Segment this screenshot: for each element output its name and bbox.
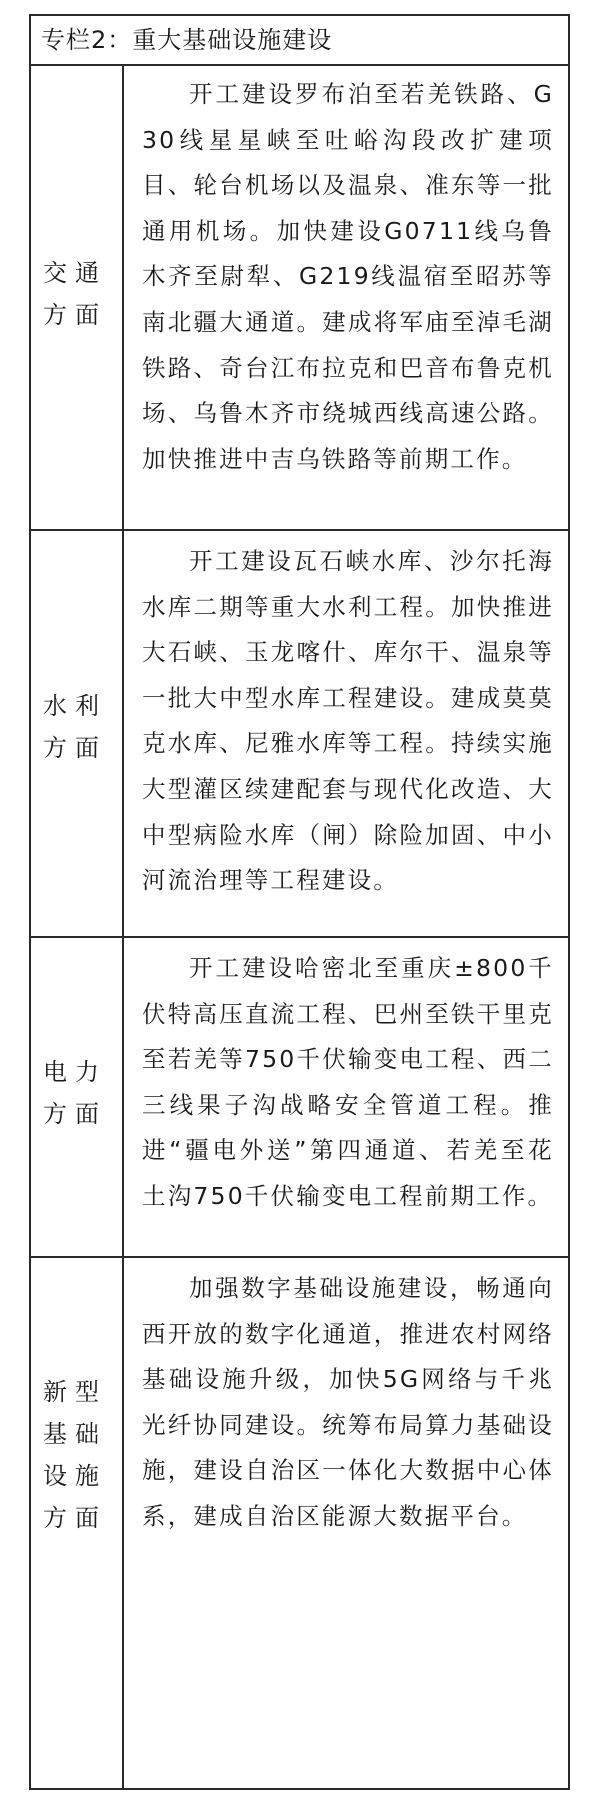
table-row-transport xyxy=(31,64,568,531)
panel-title: 专栏2：重大基础设施建设 xyxy=(41,26,333,54)
row-label-cell xyxy=(31,531,124,936)
row-content-text: 加强数字基础设施建设，畅通向西开放的数字化通道，推进农村网络基础设施升级，加快5G网络与千兆光纤协同建设。统筹布局算力基础设施，建设自治区一体化大数据中心体系，建成自治区能源大数据平台。 xyxy=(142,1274,554,1530)
row-content-text: 开工建设瓦石峡水库、沙尔托海水库二期等重大水利工程。加快推进大石峡、玉龙喀什、库尔干、温泉等一批大中型水库工程建设。建成莫莫克水库、尼雅水库等工程。持续实施大型灌区续建配套与现代化改造、大中型病险水库（闸）除险加固、中小河流治理等工程建设。 xyxy=(142,547,554,895)
row-content-cell xyxy=(124,1258,568,1788)
table-row-water xyxy=(31,531,568,938)
row-content-text: 开工建设哈密北至重庆±800千伏特高压直流工程、巴州至铁干里克至若羌等750千伏输变电工程、西二三线果子沟战略安全管道工程。推进“疆电外送”第四通道、若羌至花土沟750千伏输变电工程前期工作。 xyxy=(142,954,554,1210)
row-label-cell xyxy=(31,938,124,1256)
infrastructure-panel xyxy=(29,14,570,1790)
row-label: 新型基础设施方面 xyxy=(43,1378,107,1532)
row-label-cell xyxy=(31,1258,124,1788)
row-label-cell xyxy=(31,64,124,529)
table-row-new-infrastructure xyxy=(31,1258,568,1788)
row-label: 电力方面 xyxy=(43,1058,107,1128)
row-content-text: 开工建设罗布泊至若羌铁路、G30线星星峡至吐峪沟段改扩建项目、轮台机场以及温泉、准东等一批通用机场。加快建设G0711线乌鲁木齐至尉犁、G219线温宿至昭苏等南北疆大通道。建成将军庙至淖毛湖铁路、奇台江布拉克和巴音布鲁克机场、乌鲁木齐市绕城西线高速公路。加快推进中吉乌铁路等前期工作。 xyxy=(142,80,554,473)
row-label: 水利方面 xyxy=(43,692,107,762)
panel-header xyxy=(31,16,568,66)
row-content-cell xyxy=(124,938,568,1256)
row-content-cell xyxy=(124,531,568,936)
table-row-power xyxy=(31,938,568,1258)
row-content-cell xyxy=(124,64,568,529)
row-label: 交通方面 xyxy=(43,259,107,329)
